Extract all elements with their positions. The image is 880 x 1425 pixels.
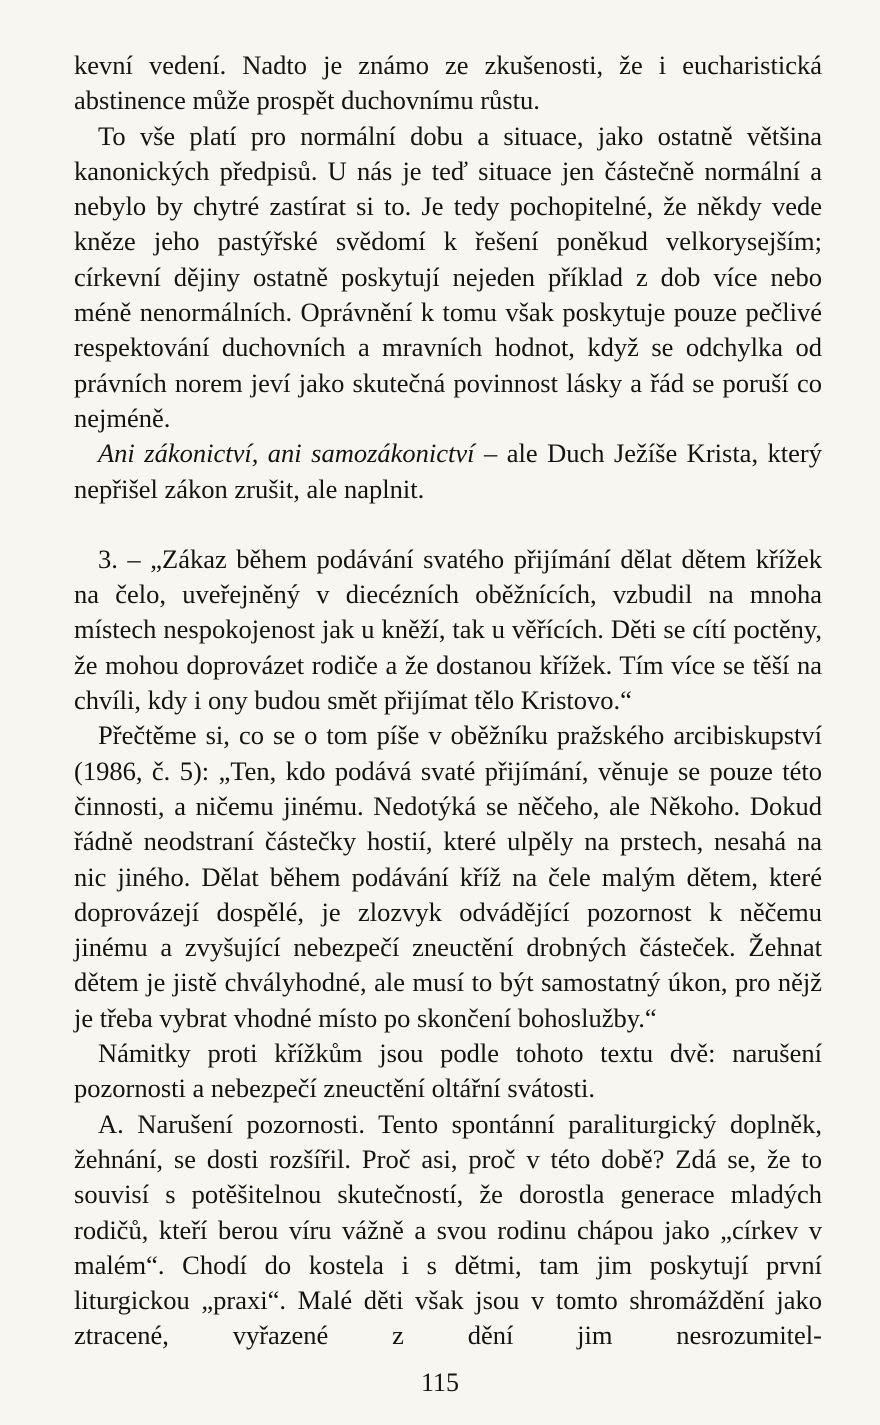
paragraph-question-3: 3. – „Zákaz během podávání svatého přijímání dělat dětem křížek na čelo, uveřejněný v diecézních oběžnících, vzbudil na mnoha místech nespokojenost jak u kněží, tak u věřících. Děti se cítí poctěny, že mohou doprovázet rodiče a že dostanou křížek. Tím více se těší na chvíli, kdy i ony budou smět přijímat tělo Kristovo.“ <box>74 543 822 716</box>
body-text <box>74 48 822 1354</box>
paragraph-attention: A. Narušení pozornosti. Tento spontánní paraliturgický doplněk, žehnání, se dosti rozšířil. Proč asi, proč v této době? Zdá se, že to souvisí s potěšitelnou skutečností, že dorostla generace mladých rodičů, kteří berou víru vážně a svou rodinu chápou jako „církev v malém“. Chodí do kostela i s dětmi, tam jim poskytují první liturgickou „praxi“. Malé děti však jsou v tomto shromáždění jako ztracené, vyřazené z dění jim nesrozumitel- <box>74 1108 822 1351</box>
paragraph-legalism <box>74 436 822 507</box>
paragraph-circular-quote: Přečtěme si, co se o tom píše v oběžníku pražského arcibiskupství (1986, č. 5): „Ten, kdo podává svaté přijímání, věnuje se pouze této činnosti, a ničemu jinému. Nedotýká se něčeho, ale Někoho. Dokud řádně neodstraní částečky hostií, které ulpěly na prstech, nesahá na nic jiného. Dělat během podávání kříž na čele malým dětem, které doprovázejí dospělé, je zlozvyk odvádějící pozornost k něčemu jinému a zvyšující nebezpečí zneuctění drobných částeček. Žehnat dětem je jistě chvályhodné, ale musí to být samostatný úkon, pro nějž je třeba vybrat vhodné místo po skončení bohoslužby.“ <box>74 720 822 1033</box>
paragraph-objections: Námitky proti křížkům jsou podle tohoto textu dvě: narušení pozornosti a nebezpečí zneuctění oltářní svátosti. <box>74 1038 822 1104</box>
paragraph-continuation: kevní vedení. Nadto je známo ze zkušenosti, že i eucharistická abstinence může prospět duchovnímu růstu. <box>74 50 822 116</box>
paragraph-normal-times: To vše platí pro normální dobu a situace, jako ostatně většina kanonických předpisů. U nás je teď situace jen částečně normální a nebylo by chytré zastírat si to. Je tedy pochopitelné, že někdy vede kněze jeho pastýřské svědomí k řešení poněkud velkorysejším; církevní dějiny ostatně poskytují nejeden příklad z dob více nebo méně nenormálních. Oprávnění k tomu však poskytuje pouze pečlivé respektování duchovních a mravních hodnot, když se odchylka od právních norem jeví jako skutečná povinnost lásky a řád se poruší co nejméně. <box>74 120 822 433</box>
italic-phrase: Ani zákonictví, ani samozákonictví <box>98 438 475 469</box>
page-number: 115 <box>420 1368 460 1397</box>
paragraph-legalism-rest: – ale Duch Ježíše Krista, který nepřišel zákon zrušit, ale naplnit. <box>74 438 822 504</box>
